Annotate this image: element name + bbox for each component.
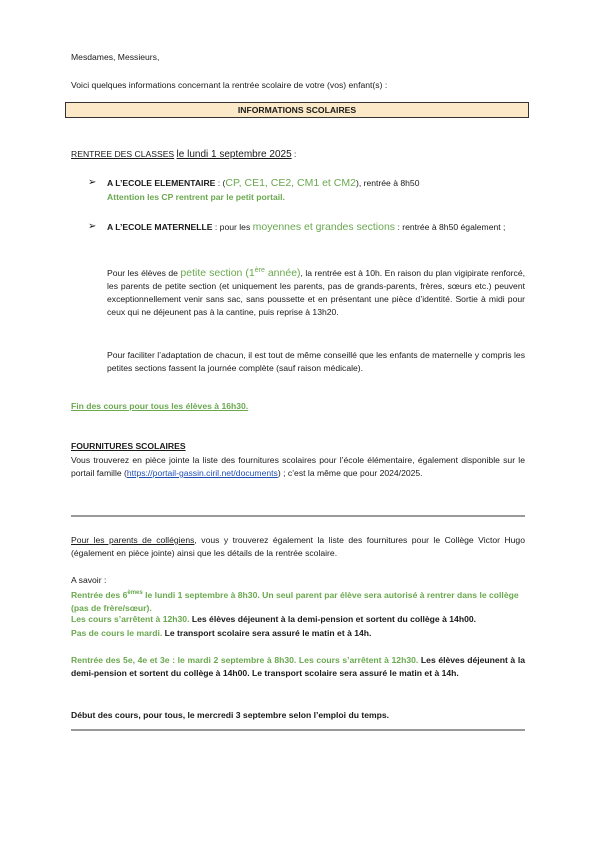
p1-green: petite section (1 <box>180 266 255 279</box>
p1-green2: année) <box>264 266 301 279</box>
fournitures-text-b: ) ; c’est la même que pour 2024/2025. <box>277 468 423 478</box>
rentree-colon: : <box>291 149 297 159</box>
maternelle-sections: moyennes et grandes sections <box>252 221 396 233</box>
maternelle-line <box>107 221 525 234</box>
cours-green: Les cours s’arrêtent à 12h30. <box>71 614 190 624</box>
s5-green: Rentrée des 5e, 4e et 3e : le mardi 2 septembre à 8h30. Les cours s’arrêtent à 12h30. <box>71 655 419 665</box>
rentree-heading <box>71 148 525 161</box>
mardi-line <box>71 627 525 640</box>
info-banner: INFORMATIONS SCOLAIRES <box>65 102 529 118</box>
greeting: Mesdames, Messieurs, <box>71 52 160 62</box>
s6-start: Rentrée des 6 <box>71 589 128 600</box>
rentree-5e-4e-3e <box>71 654 525 680</box>
college-intro-underlined: Pour les parents de collégiens <box>71 535 195 545</box>
elementaire-line <box>107 177 527 190</box>
maternelle-rest: : rentrée à 8h50 également ; <box>395 222 506 232</box>
divider <box>71 515 525 517</box>
college-intro-rest: , vous y trouverez également la liste des fournitures pour le Collège Victor Hugo (également en pièce jointe) ainsi que les détails de la rentrée scolaire. <box>71 535 525 558</box>
bullet-arrow-icon: ➢ <box>88 221 97 232</box>
mardi-black: Le transport scolaire sera assuré le matin et à 14h. <box>162 628 372 638</box>
p1-start: Pour les élèves de <box>107 267 181 278</box>
rentree-title: RENTREE DES CLASSES <box>71 149 175 159</box>
elementaire-label: A L’ECOLE ELEMENTAIRE <box>107 178 216 188</box>
bullet-arrow-icon: ➢ <box>88 177 97 188</box>
elementaire-rest: ), rentrée à 8h50 <box>355 178 420 188</box>
maternelle-paragraph-1 <box>107 264 525 319</box>
fin-cours: Fin des cours pour tous les élèves à 16h30. <box>71 401 249 411</box>
cours-black: Les élèves déjeunent à la demi-pension et sortent du collège à 14h00. <box>189 614 477 624</box>
mardi-green: Pas de cours le mardi. <box>71 628 163 638</box>
elementaire-note: Attention les CP rentrent par le petit portail. <box>107 192 285 202</box>
fournitures-text <box>71 454 525 480</box>
p1-rest: , la rentrée est à 10h. En raison du plan vigipirate renforcé, les parents de petite section (et uniquement les parents, pas de grands-parents, frères, sœurs etc.) peuvent exceptionnellement venir sans sac, sans poussette et en présentant une pièce d’identité. Sortie à midi pour ceux qui ne déjeunent pas à la cantine, puis reprise à 13h20. <box>107 267 525 317</box>
maternelle-paragraph-2: Pour faciliter l’adaptation de chacun, il est tout de même conseillé que les enfants de maternelle y compris les petites sections fassent la journée complète (sauf raison médicale). <box>107 350 525 373</box>
fournitures-title: FOURNITURES SCOLAIRES <box>71 441 186 451</box>
p1-sup: ère <box>254 267 265 274</box>
maternelle-mid: : pour les <box>212 222 253 232</box>
portail-famille-link[interactable]: https://portail-gassin.ciril.net/documents <box>126 468 278 478</box>
intro-text: Voici quelques informations concernant la rentrée scolaire de votre (vos) enfant(s) : <box>71 80 388 90</box>
cours-line <box>71 613 525 626</box>
s6-sup: èmes <box>127 590 143 596</box>
elementaire-sep: : ( <box>215 178 226 188</box>
divider <box>71 729 525 731</box>
elementaire-classes: CP, CE1, CE2, CM1 et CM2 <box>225 177 356 189</box>
s6-rest: le lundi 1 septembre à 8h30. Un seul parent par élève sera autorisé à rentrer dans le collège (pas de frère/sœur). <box>71 589 519 613</box>
debut-cours: Début des cours, pour tous, le mercredi 3 septembre selon l’emploi du temps. <box>71 710 390 720</box>
maternelle-label: A L’ECOLE MATERNELLE <box>107 222 213 232</box>
rentree-date: le lundi 1 septembre 2025 <box>176 149 292 160</box>
a-savoir: A savoir : <box>71 575 107 585</box>
s5-black: Les élèves déjeunent à la demi-pension et sortent du collège à 14h00. Le transport scolaire sera assuré le matin et à 14h. <box>71 655 525 678</box>
college-intro <box>71 534 525 560</box>
rentree-6emes <box>71 587 525 615</box>
fournitures-text-a: Vous trouverez en pièce jointe la liste des fournitures scolaires pour l’école élémentaire, également disponible sur le portail famille ( <box>71 455 525 478</box>
